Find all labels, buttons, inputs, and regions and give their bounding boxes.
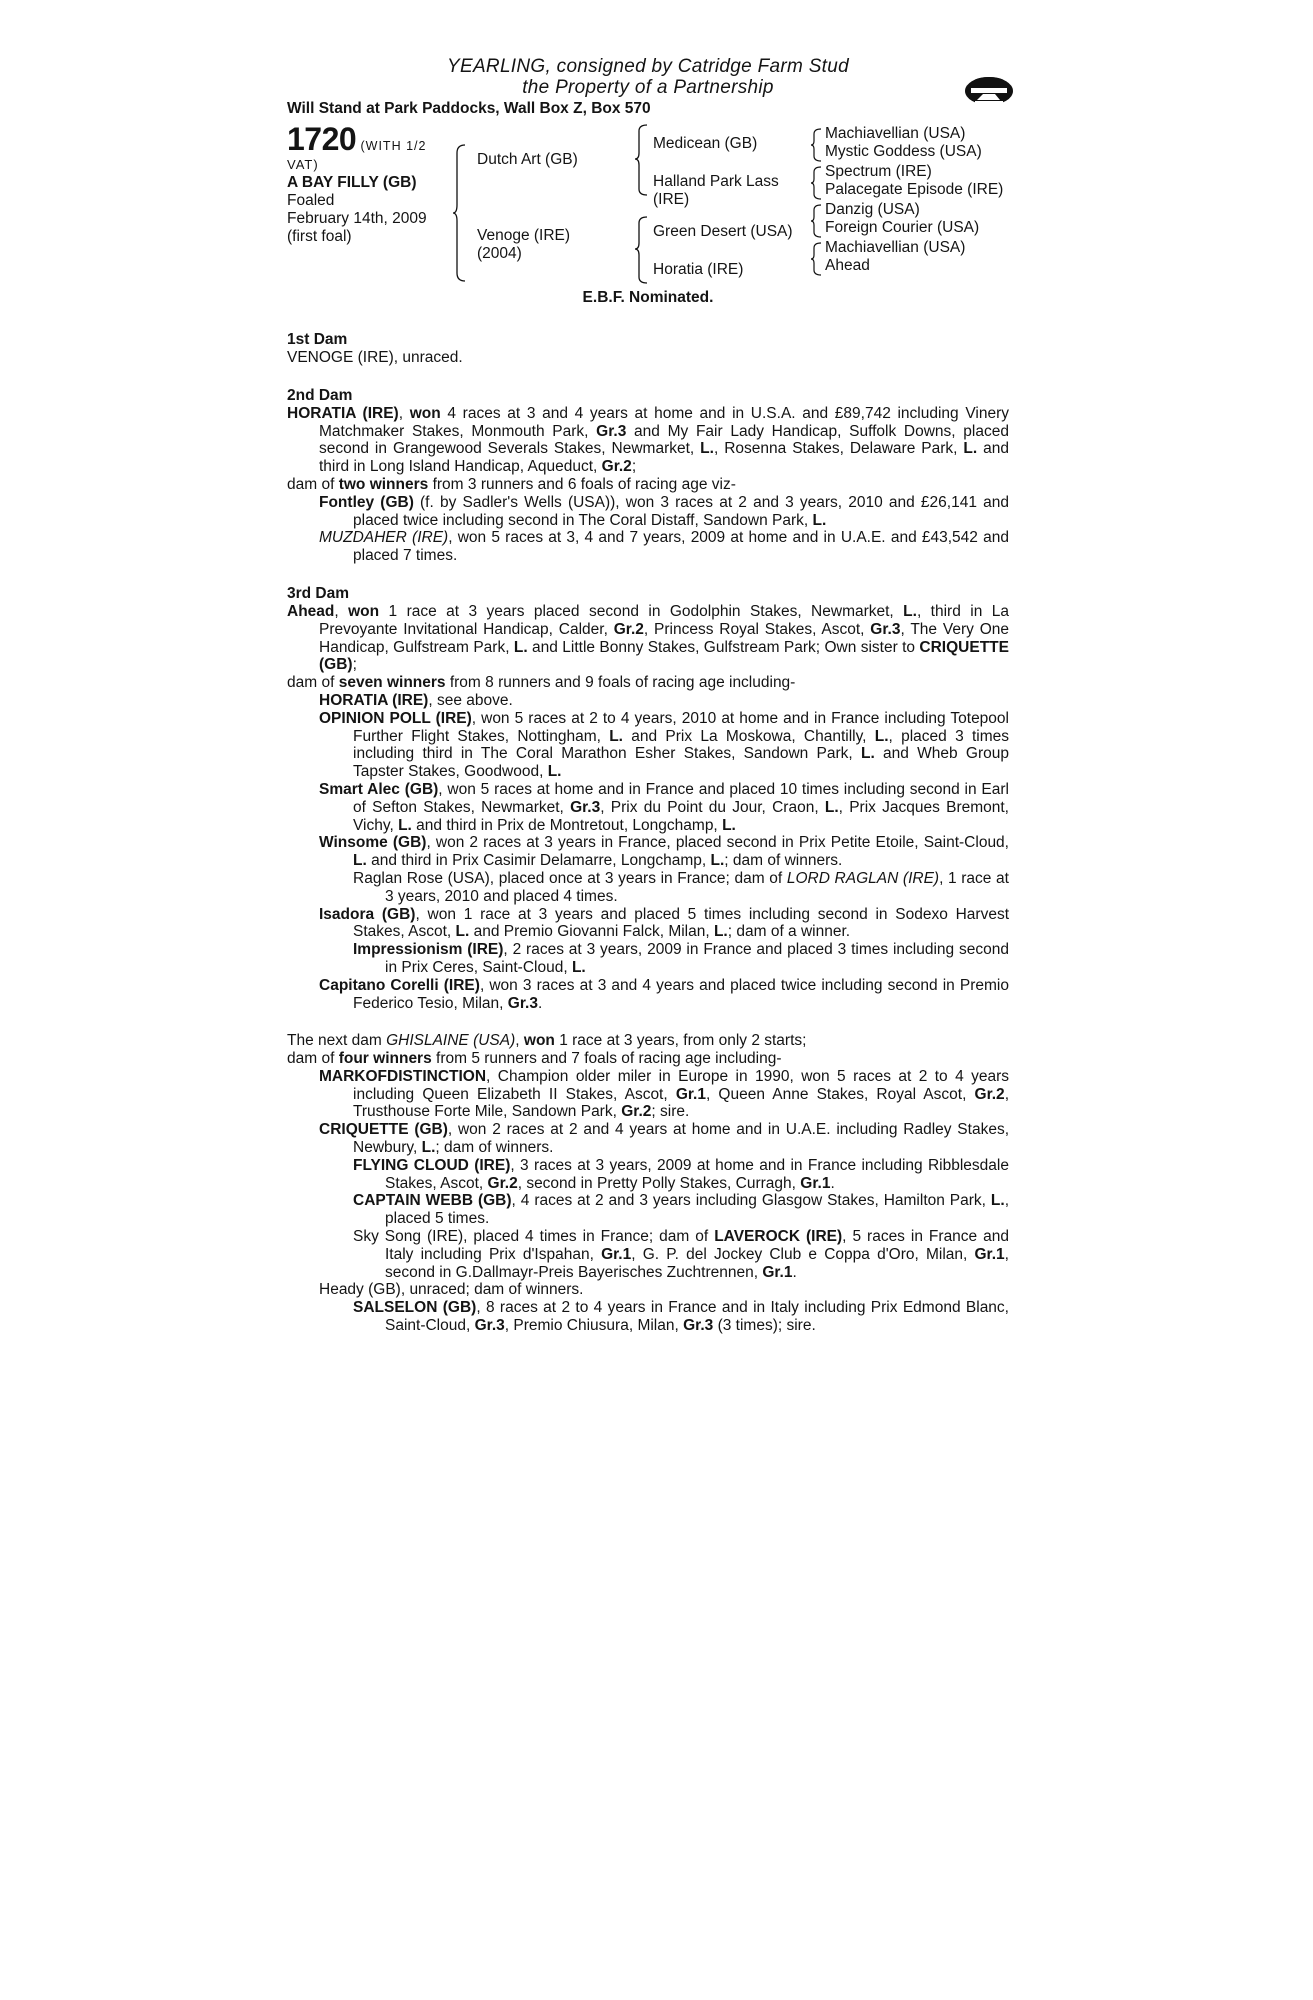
opinion-poll-record: OPINION POLL (IRE), won 5 races at 2 to 4 years, 2010 at home and in France including Totepool Further Flight Stakes, Nottingham, L. and Prix La Moskowa, Chantilly, L., placed 3 times including third in The Coral Marathon Esher Stakes, Sandown Park, L. and Wheb Group Tapster Stakes, Goodwood, L. — [319, 709, 1010, 781]
pedigree-table — [287, 123, 1009, 323]
gen3-dss: Danzig (USA) — [825, 201, 920, 218]
sire: Dutch Art (GB) — [477, 151, 578, 168]
property-line: the Property of a Partnership — [522, 77, 774, 98]
stud-logo-icon — [963, 70, 1015, 112]
ahead-produce-summary: dam of seven winners from 8 runners and 9 foals of racing age including- — [287, 674, 796, 692]
dam-dam: Horatia (IRE) — [653, 261, 744, 278]
dam-sire: Green Desert (USA) — [653, 223, 793, 240]
heady-record: Heady (GB), unraced; dam of winners. — [319, 1281, 584, 1299]
impressionism-record: Impressionism (IRE), 2 races at 3 years, 2009 in France and placed 3 times including second in Prix Ceres, Saint-Cloud, L. — [353, 941, 1010, 976]
isadora-record: Isadora (GB), won 1 race at 3 years and placed 5 times including second in Sodexo Harvest Stakes, Ascot, L. and Premio Giovanni Falck, Milan, L.; dam of a winner. — [319, 905, 1010, 941]
sire-dam-name: Halland Park Lass — [653, 173, 779, 190]
second-dam-section — [287, 405, 1009, 565]
sire-dam-country: (IRE) — [653, 191, 690, 208]
lot-info — [287, 123, 437, 246]
horatia-record: HORATIA (IRE), won 4 races at 3 and 4 years at home and in U.S.A. and £89,742 including Vinery Matchmaker Stakes, Monmouth Park, Gr.3 and My Fair Lady Handicap, Suffolk Downs, placed second in Grangewood Severals Stakes, Newmarket, L., Rosenna Stakes, Delaware Park, L. and third in Long Island Handicap, Aqueduct, Gr.2; — [287, 404, 1009, 476]
flying-cloud-record: FLYING CLOUD (IRE), 3 races at 3 years, 2009 at home and in France including Ribblesdale Stakes, Ascot, Gr.2, second in Pretty Polly Stakes, Curragh, Gr.1. — [353, 1156, 1009, 1192]
ghislaine-record: The next dam GHISLAINE (USA), won 1 race at 3 years, from only 2 starts; — [287, 1032, 807, 1050]
gen3-sds: Spectrum (IRE) — [825, 163, 932, 180]
markofdistinction-record: MARKOFDISTINCTION, Champion older miler in Europe in 1990, won 5 races at 2 to 4 years including Queen Elizabeth II Stakes, Ascot, Gr.1, Queen Anne Stakes, Royal Ascot, Gr.2, Trusthouse Forte Mile, Sandown Park, Gr.2; sire. — [319, 1067, 1009, 1121]
ghislaine-produce-summary: dam of four winners from 5 runners and 7 foals of racing age including- — [287, 1050, 782, 1068]
gen3-dds: Machiavellian (USA) — [825, 239, 966, 256]
capitano-corelli-record: Capitano Corelli (IRE), won 3 races at 3 and 4 years and placed twice including second in Premio Federico Tesio, Milan, Gr.3. — [319, 976, 1009, 1012]
horatia-produce-summary: dam of two winners from 3 runners and 6 foals of racing age viz- — [287, 475, 736, 493]
fontley-record: Fontley (GB) (f. by Sadler's Wells (USA)), won 3 races at 2 and 3 years, 2010 and £26,141 and placed twice including second in The Coral Distaff, Sandown Park, L. — [319, 493, 1009, 529]
gen3-brace-1-icon — [811, 127, 823, 163]
gen3-dsd: Foreign Courier (USA) — [825, 219, 980, 236]
lot-number: 1720 — [287, 121, 357, 157]
sky-song-record: Sky Song (IRE), placed 4 times in France; dam of LAVEROCK (IRE), 5 races in France and Italy including Prix d'Ispahan, Gr.1, G. P. del Jockey Club e Coppa d'Oro, Milan, Gr.1, second in G.Dallmayr-Preis Bayerisches Zuchtrennen, Gr.1. — [353, 1228, 1010, 1281]
vat-note-end: VAT) — [287, 157, 319, 172]
third-dam-heading: 3rd Dam — [287, 584, 350, 602]
first-dam-text: VENOGE (IRE), unraced. — [287, 349, 463, 366]
second-dam-heading: 2nd Dam — [287, 386, 353, 404]
gen3-sdd: Palacegate Episode (IRE) — [825, 181, 1004, 198]
gen3-brace-2-icon — [811, 165, 823, 201]
foal-note: (first foal) — [287, 228, 352, 245]
gen3-brace-4-icon — [811, 241, 823, 277]
captain-webb-record: CAPTAIN WEBB (GB), 4 races at 2 and 3 years including Glasgow Stakes, Hamilton Park, L., placed 5 times. — [353, 1192, 1009, 1228]
vat-note: (WITH 1/2 — [360, 139, 427, 153]
salselon-record: SALSELON (GB), 8 races at 2 to 4 years in France and in Italy including Prix Edmond Blanc, Saint-Cloud, Gr.3, Premio Chiusura, Milan, Gr.3 (3 times); sire. — [353, 1299, 1009, 1335]
gen3-ddd: Ahead — [825, 257, 870, 274]
sire-dam-brace-icon — [453, 143, 467, 283]
third-dam-section — [287, 603, 1009, 1012]
stand-location: Will Stand at Park Paddocks, Wall Box Z, Box 570 — [287, 100, 651, 117]
gen3-sss: Machiavellian (USA) — [825, 125, 966, 142]
muzdaher-record: MUZDAHER (IRE), won 5 races at 3, 4 and 7 years, 2009 at home and in U.A.E. and £43,542 and placed 7 times. — [319, 529, 1009, 565]
dam-year: (2004) — [477, 245, 522, 262]
first-dam-heading: 1st Dam — [287, 331, 348, 348]
dam — [477, 227, 570, 263]
consignor-line: YEARLING, consigned by Catridge Farm Stud — [447, 56, 849, 77]
next-dam-section — [287, 1032, 1009, 1335]
smart-alec-record: Smart Alec (GB), won 5 races at home and in France and placed 10 times including second in Earl of Sefton Stakes, Newmarket, Gr.3, Prix du Point du Jour, Craon, L., Prix Jacques Bremont, Vichy, L. and third in Prix de Montretout, Longchamp, L. — [319, 780, 1009, 834]
foaling-date: February 14th, 2009 — [287, 210, 427, 227]
sire-dam — [653, 173, 779, 209]
ahead-record: Ahead, won 1 race at 3 years placed second in Godolphin Stakes, Newmarket, L., third in La Prevoyante Invitational Handicap, Calder, Gr.2, Princess Royal Stakes, Ascot, Gr.3, The Very One Handicap, Gulfstream Park, L. and Little Bonny Stakes, Gulfstream Park; Own sister to CRIQUETTE (GB); — [287, 602, 1009, 674]
raglan-rose-record: Raglan Rose (USA), placed once at 3 years in France; dam of LORD RAGLAN (IRE), 1 race at 3 years, 2010 and placed 4 times. — [353, 869, 1009, 905]
sire-sire: Medicean (GB) — [653, 135, 758, 152]
gen3-brace-3-icon — [811, 203, 823, 239]
horatia-cross-ref: HORATIA (IRE), see above. — [319, 691, 513, 709]
dam-name: Venoge (IRE) — [477, 227, 571, 244]
consignor-header — [287, 56, 1009, 98]
catalogue-page — [287, 56, 1009, 1335]
dam-parents-brace-icon — [635, 215, 649, 285]
gen3-ssd: Mystic Goddess (USA) — [825, 143, 982, 160]
foaled-label: Foaled — [287, 192, 335, 209]
criquette-record: CRIQUETTE (GB), won 2 races at 2 and 4 years at home and in U.A.E. including Radley Stakes, Newbury, L.; dam of winners. — [319, 1121, 1009, 1157]
sire-parents-brace-icon — [635, 123, 649, 197]
winsome-record: Winsome (GB), won 2 races at 3 years in France, placed second in Prix Petite Etoile, Saint-Cloud, L. and third in Prix Casimir Delamarre, Longchamp, L.; dam of winners. — [319, 834, 1009, 870]
ebf-nomination: E.B.F. Nominated. — [582, 289, 714, 306]
lot-name: A BAY FILLY (GB) — [287, 174, 417, 191]
